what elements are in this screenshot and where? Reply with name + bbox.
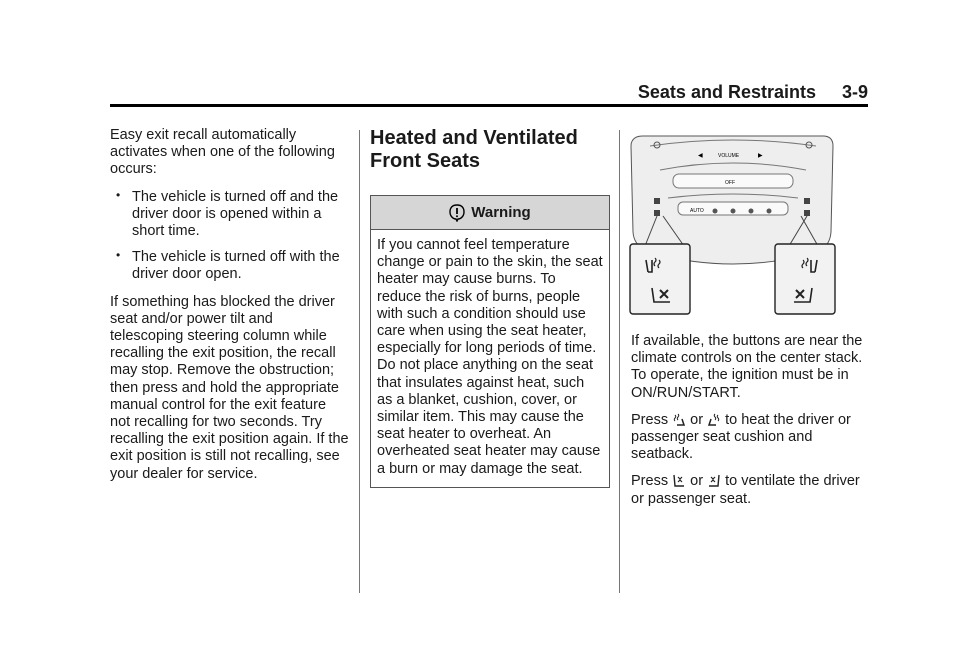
column-easy-exit xyxy=(110,127,350,483)
bullet-item: • The vehicle is turned off and the driver door is opened within a short time. xyxy=(110,189,350,241)
passenger-ventilated-seat-icon xyxy=(708,473,720,487)
column-heated-seats xyxy=(370,127,610,488)
svg-text:◀: ◀ xyxy=(698,153,703,159)
section-heading: Heated and Ventilated Front Seats xyxy=(370,127,578,172)
header-rule xyxy=(110,104,868,107)
page-number: 3-9 xyxy=(841,82,868,102)
bullet-list xyxy=(110,189,350,284)
driver-seat-buttons xyxy=(630,244,690,314)
heat-instructions: Press or to heat the driver or passenger seat cushion and seatback. xyxy=(631,411,851,463)
passenger-seat-buttons xyxy=(775,244,835,314)
column-divider xyxy=(359,130,360,593)
warning-header xyxy=(371,196,609,230)
warning-box xyxy=(370,195,610,488)
column-seat-controls xyxy=(631,134,871,508)
location-text: If available, the buttons are near the climate controls on the center stack. To operate, the ignition must be in ON/RUN/START. xyxy=(631,333,863,401)
driver-ventilated-seat-icon xyxy=(673,473,685,487)
volume-label: VOLUME xyxy=(718,153,740,159)
passenger-heated-seat-icon xyxy=(708,412,720,426)
warning-title: Warning xyxy=(471,203,531,221)
page-header xyxy=(110,82,868,102)
vent-instructions: Press or to ventilate the driver or passenger seat. xyxy=(631,473,860,507)
intro-text: Easy exit recall automatically activates when one of the following occurs: xyxy=(110,127,335,178)
bullet-item: • The vehicle is turned off with the driver door open. xyxy=(110,249,350,283)
obstruction-text: If something has blocked the driver seat and/or power tilt and telescoping steering column while recalling the exit position, the recall may stop. Remove the obstruction; then press and hold the appropriate manual control for the exit feature not recalling for two seconds. Try recalling the exit position again. If the exit position is still not recalling, see your dealer for service. xyxy=(110,293,349,482)
off-label: OFF xyxy=(725,180,735,186)
driver-heated-seat-icon xyxy=(673,412,685,426)
svg-text:▶: ▶ xyxy=(758,153,763,159)
section-title: Seats and Restraints xyxy=(637,82,816,102)
warning-text: If you cannot feel temperature change or pain to the skin, the seat heater may cause burns. To reduce the risk of burns, people with such a condition should use care when using the seat heater, especially for long periods of time. Do not place anything on the seat that insulates against heat, such as a blanket, cushion, cover, or similar item. This may cause the seat heater to overheat. An overheated seat heater may cause a burn or may damage the seat. xyxy=(377,237,603,477)
climate-control-figure xyxy=(618,134,846,320)
auto-label: AUTO xyxy=(690,208,704,214)
warning-icon xyxy=(449,204,465,222)
